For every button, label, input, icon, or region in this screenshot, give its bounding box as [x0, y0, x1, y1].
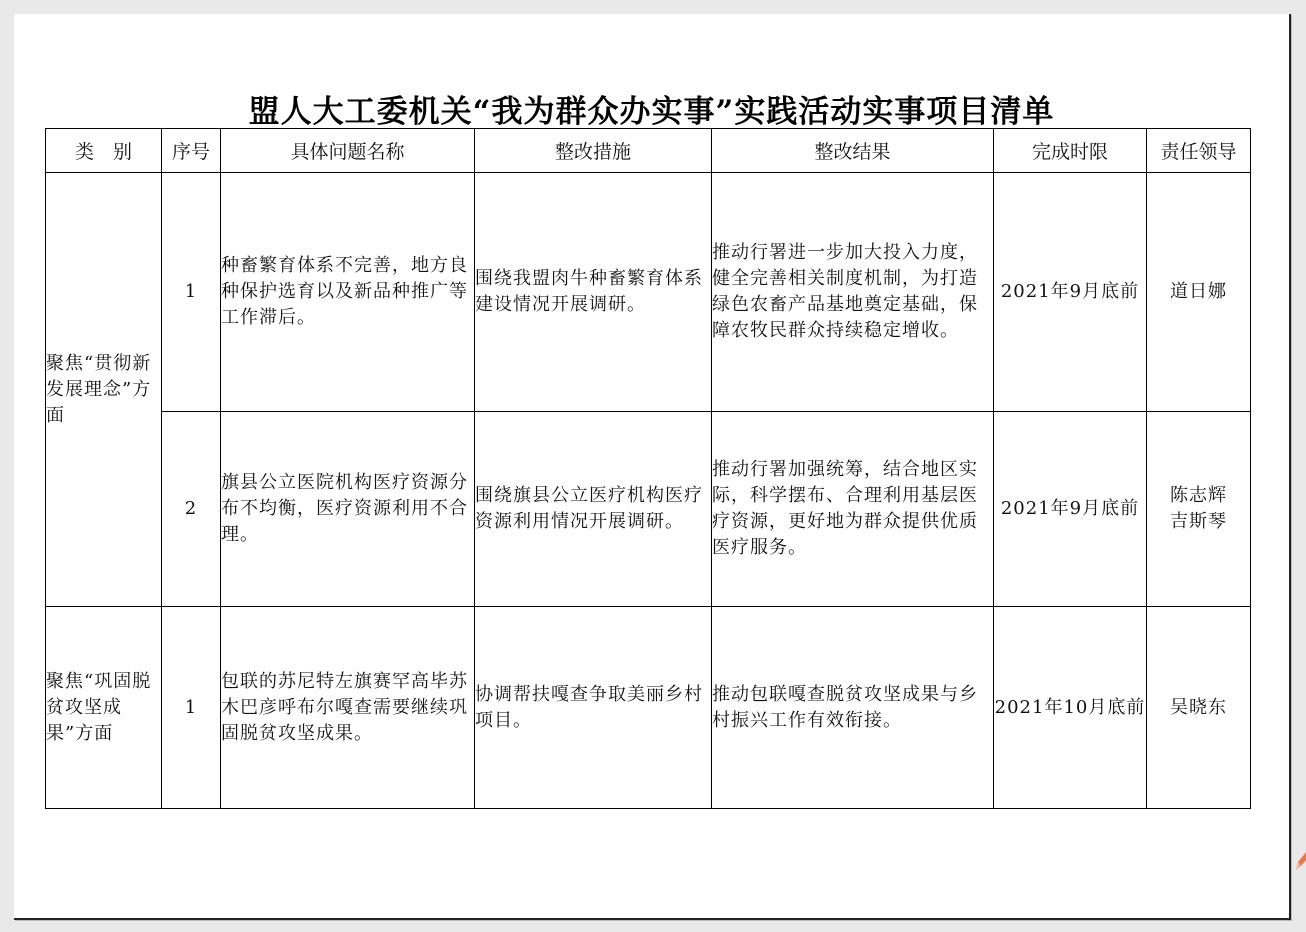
measures-cell: 协调帮扶嘎查争取美丽乡村项目。	[475, 607, 712, 809]
table-row	[46, 412, 1251, 607]
table-row	[46, 607, 1251, 809]
problem-cell: 旗县公立医院机构医疗资源分布不均衡，医疗资源利用不合理。	[221, 412, 475, 607]
results-cell: 推动行署进一步加大投入力度，健全完善相关制度机制，为打造绿色农畜产品基地奠定基础，保障农牧民群众持续稳定增收。	[712, 173, 994, 412]
header-category: 类 别	[46, 129, 162, 173]
problem-cell: 包联的苏尼特左旗赛罕高毕苏木巴彦呼布尔嘎查需要继续巩固脱贫攻坚成果。	[221, 607, 475, 809]
deadline-cell: 2021年10月底前	[994, 607, 1147, 809]
seq-cell: 1	[162, 173, 221, 412]
deadline-cell: 2021年9月底前	[994, 412, 1147, 607]
deadline-cell: 2021年9月底前	[994, 173, 1147, 412]
document-title: 盟人大工委机关“我为群众办实事”实践活动实事项目清单	[248, 94, 1055, 130]
category-cell: 聚焦“巩固脱贫攻坚成果”方面	[46, 607, 162, 809]
leader-cell	[1147, 173, 1251, 412]
header-seq: 序号	[162, 129, 221, 173]
header-deadline: 完成时限	[994, 129, 1147, 173]
leader-name: 道日娜	[1170, 281, 1227, 302]
leader-name: 吉斯琴	[1170, 511, 1227, 532]
seq-cell: 2	[162, 412, 221, 607]
problem-cell: 种畜繁育体系不完善，地方良种保护选育以及新品种推广等工作滞后。	[221, 173, 475, 412]
seq-cell: 1	[162, 607, 221, 809]
leader-cell	[1147, 412, 1251, 607]
measures-cell: 围绕我盟肉牛种畜繁育体系建设情况开展调研。	[475, 173, 712, 412]
table-row	[46, 173, 1251, 412]
header-leader: 责任领导	[1147, 129, 1251, 173]
category-cell: 聚焦“贯彻新发展理念”方面	[46, 173, 162, 607]
results-cell: 推动行署加强统筹，结合地区实际，科学摆布、合理利用基层医疗资源，更好地为群众提供优质医疗服务。	[712, 412, 994, 607]
project-list-table	[45, 128, 1251, 809]
edge-marker-icon	[1294, 852, 1306, 878]
results-cell: 推动包联嘎查脱贫攻坚成果与乡村振兴工作有效衔接。	[712, 607, 994, 809]
header-measures: 整改措施	[475, 129, 712, 173]
measures-cell: 围绕旗县公立医疗机构医疗资源利用情况开展调研。	[475, 412, 712, 607]
leader-cell	[1147, 607, 1251, 809]
table-header-row	[46, 129, 1251, 173]
leader-name: 吴晓东	[1170, 696, 1227, 718]
header-problem: 具体问题名称	[221, 129, 475, 173]
leader-name: 陈志辉	[1170, 485, 1227, 506]
document-page	[14, 14, 1291, 920]
header-results: 整改结果	[712, 129, 994, 173]
